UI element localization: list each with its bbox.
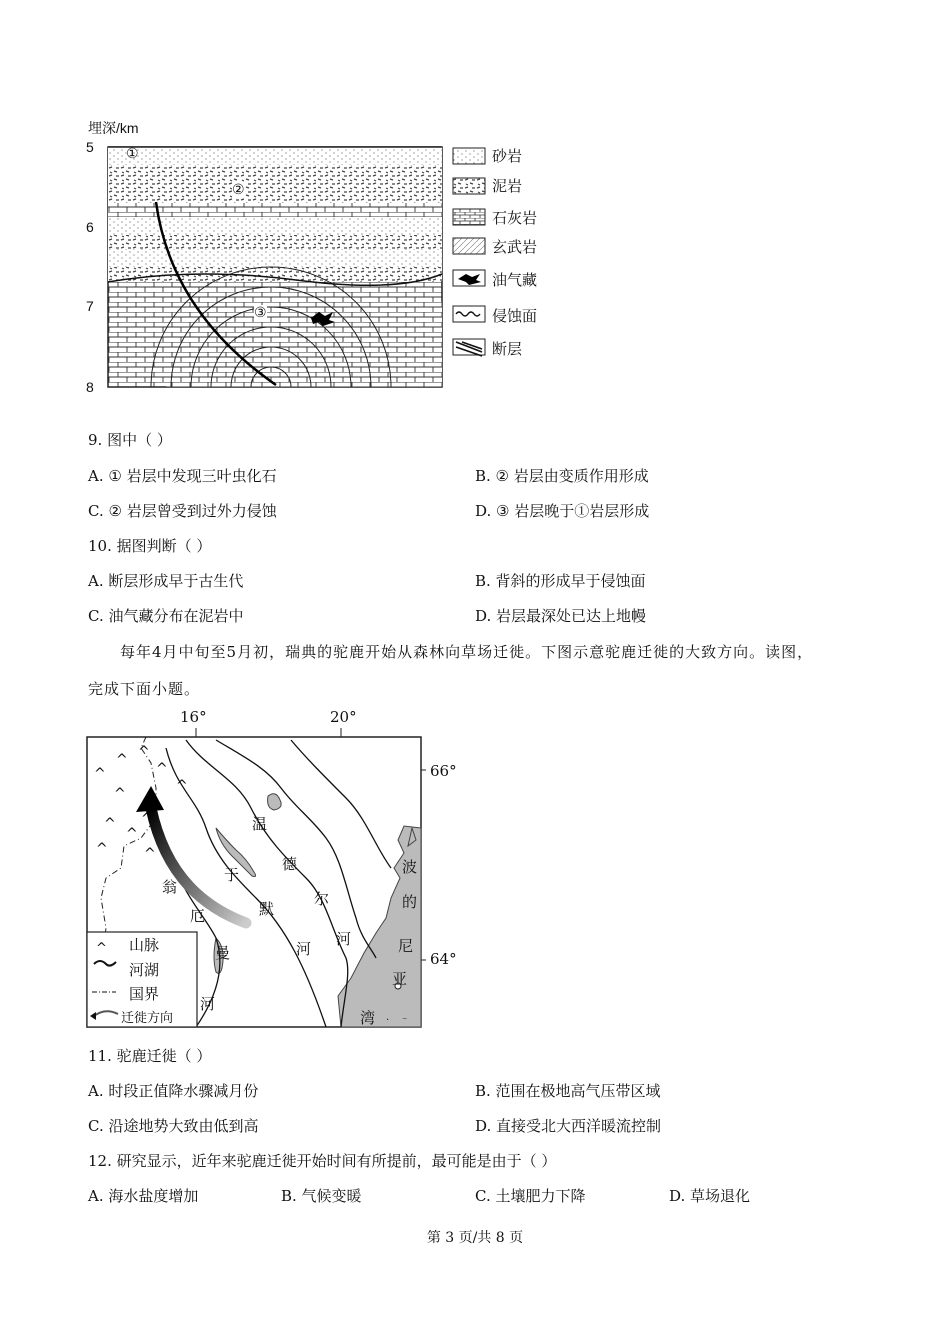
svg-text:^: ^ — [104, 816, 116, 832]
lon-label-16: 16° — [180, 708, 207, 726]
depth-tick: 6 — [86, 219, 94, 235]
gulf-label: 尼 — [398, 937, 414, 955]
river-label: 德 — [282, 855, 298, 873]
svg-text:^: ^ — [144, 846, 156, 862]
legend-sandstone: 砂岩 — [492, 147, 523, 165]
depth-tick: 5 — [86, 139, 94, 155]
river-label: 翁 — [162, 878, 178, 896]
river-label: 河 — [200, 995, 216, 1013]
river-label: 河 — [296, 940, 312, 958]
q11-option-d: D. 直接受北大西洋暖流控制 — [475, 1117, 662, 1135]
geologic-section — [96, 142, 448, 392]
question-9-stem: 9. 图中（ ） — [88, 431, 172, 449]
svg-text:^: ^ — [138, 744, 150, 760]
legend-limestone: 石灰岩 — [492, 209, 538, 227]
gulf-label: 湾 — [360, 1009, 376, 1027]
svg-text:^: ^ — [116, 752, 128, 768]
svg-text:^: ^ — [96, 941, 107, 956]
depth-axis-title: 埋深/km — [88, 120, 139, 136]
q11-option-b: B. 范围在极地高气压带区域 — [475, 1082, 661, 1100]
map-legend-border: 国界 — [129, 985, 160, 1003]
map-legend-migration: 迁徙方向 — [121, 1011, 174, 1026]
svg-text:^: ^ — [114, 786, 126, 802]
river-label: 曼 — [215, 944, 231, 962]
gulf-label: 亚 — [392, 970, 408, 988]
river-label: 于 — [224, 866, 240, 884]
q12-option-b: B. 气候变暖 — [281, 1187, 362, 1205]
legend-erosion-surface: 侵蚀面 — [492, 307, 538, 325]
gulf-label: 的 — [402, 893, 418, 911]
river-label: 厄 — [190, 907, 206, 925]
q9-option-b: B. ② 岩层由变质作用形成 — [475, 467, 649, 485]
q10-option-a: A. 断层形成早于古生代 — [88, 572, 244, 590]
lon-label-20: 20° — [330, 708, 357, 726]
depth-tick: 7 — [86, 298, 94, 314]
page-footer: 第 3 页/共 8 页 — [426, 1230, 524, 1246]
legend-mudstone: 泥岩 — [492, 177, 523, 195]
depth-tick: 8 — [86, 379, 94, 395]
question-12-stem: 12. 研究显示，近年来驼鹿迁徙开始时间有所提前，最可能是由于（ ） — [88, 1152, 557, 1170]
layer-label-2: ② — [232, 182, 245, 198]
lat-label-64: 64° — [430, 950, 457, 968]
q9-option-a: A. ① 岩层中发现三叶虫化石 — [88, 467, 277, 485]
svg-text:^: ^ — [141, 811, 153, 827]
svg-text:^: ^ — [156, 761, 168, 777]
question-10-stem: 10. 据图判断（ ） — [88, 537, 212, 555]
gulf-label: 波 — [402, 858, 418, 876]
q12-option-c: C. 土壤肥力下降 — [475, 1187, 586, 1205]
q9-option-c: C. ② 岩层曾受到过外力侵蚀 — [88, 502, 277, 520]
intro-line-2: 完成下面小题。 — [88, 680, 201, 698]
river-label: 河 — [336, 930, 352, 948]
q12-option-d: D. 草场退化 — [669, 1187, 751, 1205]
layer-label-1: ① — [126, 146, 139, 162]
legend-fault: 断层 — [492, 340, 523, 358]
map-legend-mountain: 山脉 — [129, 936, 160, 954]
q9-option-d: D. ③ 岩层晚于①岩层形成 — [475, 502, 650, 520]
legend-basalt: 玄武岩 — [492, 238, 538, 256]
layer-label-3: ③ — [254, 305, 267, 321]
q12-option-a: A. 海水盐度增加 — [88, 1187, 199, 1205]
legend-oil-gas: 油气藏 — [492, 271, 538, 289]
q10-option-d: D. 岩层最深处已达上地幔 — [475, 607, 647, 625]
q11-option-a: A. 时段正值降水骤减月份 — [88, 1082, 259, 1100]
rock-legend-swatches — [452, 146, 488, 362]
q11-option-c: C. 沿途地势大致由低到高 — [88, 1117, 259, 1135]
q10-option-b: B. 背斜的形成早于侵蚀面 — [475, 572, 646, 590]
svg-text:^: ^ — [176, 778, 188, 794]
river-label: 温 — [252, 815, 268, 833]
map-legend-river-lake: 河湖 — [129, 961, 160, 979]
lat-label-66: 66° — [430, 762, 457, 780]
svg-text:^: ^ — [96, 841, 108, 857]
svg-text:⁻: ⁻ — [402, 1016, 408, 1027]
svg-text:^: ^ — [126, 826, 138, 842]
intro-line-1: 每年4月中旬至5月初，瑞典的驼鹿开始从森林向草场迁徙。下图示意驼鹿迁徙的大致方向。读图， — [120, 643, 814, 661]
question-11-stem: 11. 驼鹿迁徙（ ） — [88, 1047, 212, 1065]
svg-text:^: ^ — [94, 766, 106, 782]
q10-option-c: C. 油气藏分布在泥岩中 — [88, 607, 244, 625]
river-label: 尔 — [314, 890, 330, 908]
river-label: 默 — [259, 900, 275, 918]
svg-text:·: · — [386, 1015, 390, 1026]
